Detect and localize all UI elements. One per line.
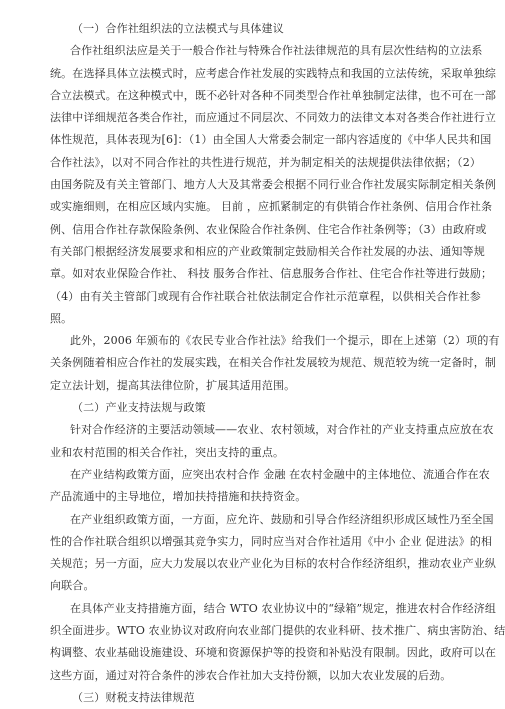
paragraph-line: 关规范；另一方面，应大力发展以农业产业化为目标的农村合作经济组织，推动农业产业纵 bbox=[50, 557, 496, 571]
paragraph-line: 织全面进步。WTO 农业协议对政府向农业部门提供的农业科研、技术推广、病虫害防治、结 bbox=[50, 624, 505, 638]
paragraph-line: 定立法计划，提高其法律位阶，扩展其适用范围。 bbox=[50, 378, 296, 392]
paragraph-line: 在产业组织政策方面，一方面，应允许、鼓励和引导合作经济组织形成区域性乃至全国 bbox=[70, 512, 494, 526]
paragraph-line: 由国务院及有关主管部门、地方人大及其常委会根据不同行业合作社发展实际制定相关条例 bbox=[50, 178, 496, 192]
paragraph-line: 统。在选择具体立法模式时，应考虑合作社发展的实践特点和我国的立法传统，采取单独综 bbox=[50, 66, 496, 80]
section-heading-3: （三）财税支持法律规范 bbox=[72, 690, 195, 704]
paragraph-line: 合立法模式。在这种模式中，既不必针对各种不同类型合作社单独制定法律，也不可在一部 bbox=[50, 88, 496, 102]
section-heading-1: （一）合作社组织法的立法模式与具体建议 bbox=[72, 22, 284, 35]
paragraph-line: 性的合作社联合组织以增强其竞争实力，同时应当对合作社适用《中小 企业 促进法》的相 bbox=[50, 534, 493, 548]
paragraph-legislative-model bbox=[50, 40, 496, 330]
paragraph-line: 在具体产业支持措施方面，结合 WTO 农业协议中的“绿箱”规定，推进农村合作经济组 bbox=[70, 601, 497, 615]
paragraph-industry-structure bbox=[50, 464, 490, 509]
paragraph-industry-organization bbox=[50, 509, 496, 598]
paragraph-line: 向联合。 bbox=[50, 579, 95, 593]
paragraph-line: 业和农村范围的相关合作社，突出支持的重点。 bbox=[50, 445, 285, 459]
paragraph-line: 法律中详细规范各类合作社，而应通过不同层次、不同效力的法律文本对各类合作社进行立 bbox=[50, 111, 496, 125]
paragraph-line: 产品流通中的主导地位，增加扶持措施和扶持资金。 bbox=[50, 490, 307, 504]
paragraph-line: 有关部门根据经济发展要求和相应的产业政策制定鼓励相关合作社发展的办法、通知等规 bbox=[50, 244, 485, 258]
document-body bbox=[50, 18, 505, 709]
section-heading-2: （二）产业支持法规与政策 bbox=[72, 401, 206, 415]
paragraph-line: 合作社组织法应是关于一般合作社与特殊合作社法律规范的具有层次性结构的立法系 bbox=[70, 44, 483, 58]
paragraph-line: 或实施细则，在相应区域内实施。 目前 ，应抓紧制定的有供销合作社条例、信用合作社条 bbox=[50, 200, 493, 214]
paragraph-line: 这些方面，通过对符合条件的涉农合作社加大支持份额，以加大农业发展的后劲。 bbox=[50, 668, 452, 682]
paragraph-line: 关条例随着相应合作社的发展实践，在相关合作社发展较为规范、规范较为统一定备时，制 bbox=[50, 356, 496, 370]
paragraph-line: 合作社法》，以对不同合作社的共性进行规范，并为制定相关的法规提供法律依据；（2） bbox=[50, 155, 481, 169]
paragraph-line: 照。 bbox=[50, 311, 73, 325]
paragraph-line: 针对合作经济的主要活动领域——农业、农村领域，对合作社的产业支持重点应放在农 bbox=[70, 423, 494, 437]
paragraph-line: 此外，2006 年颁布的《农民专业合作社法》给我们一个提示，即在上述第（2）项的有 bbox=[70, 334, 500, 348]
paragraph-industry-focus bbox=[50, 419, 494, 464]
paragraph-line: 章。如对农业保险合作社、 科技 服务合作社、信息服务合作社、住宅合作社等进行鼓励； bbox=[50, 267, 493, 281]
paragraph-support-measures bbox=[50, 598, 505, 687]
paragraph-line: 在产业结构政策方面，应突出农村合作 金融 在农村金融中的主体地位、流通合作在农 bbox=[70, 467, 490, 481]
paragraph-line: 例、信用合作社存款保险条例、农业保险合作社条例、住宅合作社条例等；（3）由政府或 bbox=[50, 222, 487, 236]
paragraph-additional-note bbox=[50, 330, 500, 397]
paragraph-line: 体性规范，具体表现为[6]：（1）由全国人大常委会制定一部内容适度的《中华人民共和国 bbox=[50, 133, 492, 147]
paragraph-line: （4）由有关主管部门或现有合作社联合社依法制定合作社示范章程，以供相关合作社参 bbox=[50, 289, 481, 303]
paragraph-line: 构调整、农业基础设施建设、环境和资源保护等的投资和补贴没有限制。因此，政府可以在 bbox=[50, 646, 496, 660]
